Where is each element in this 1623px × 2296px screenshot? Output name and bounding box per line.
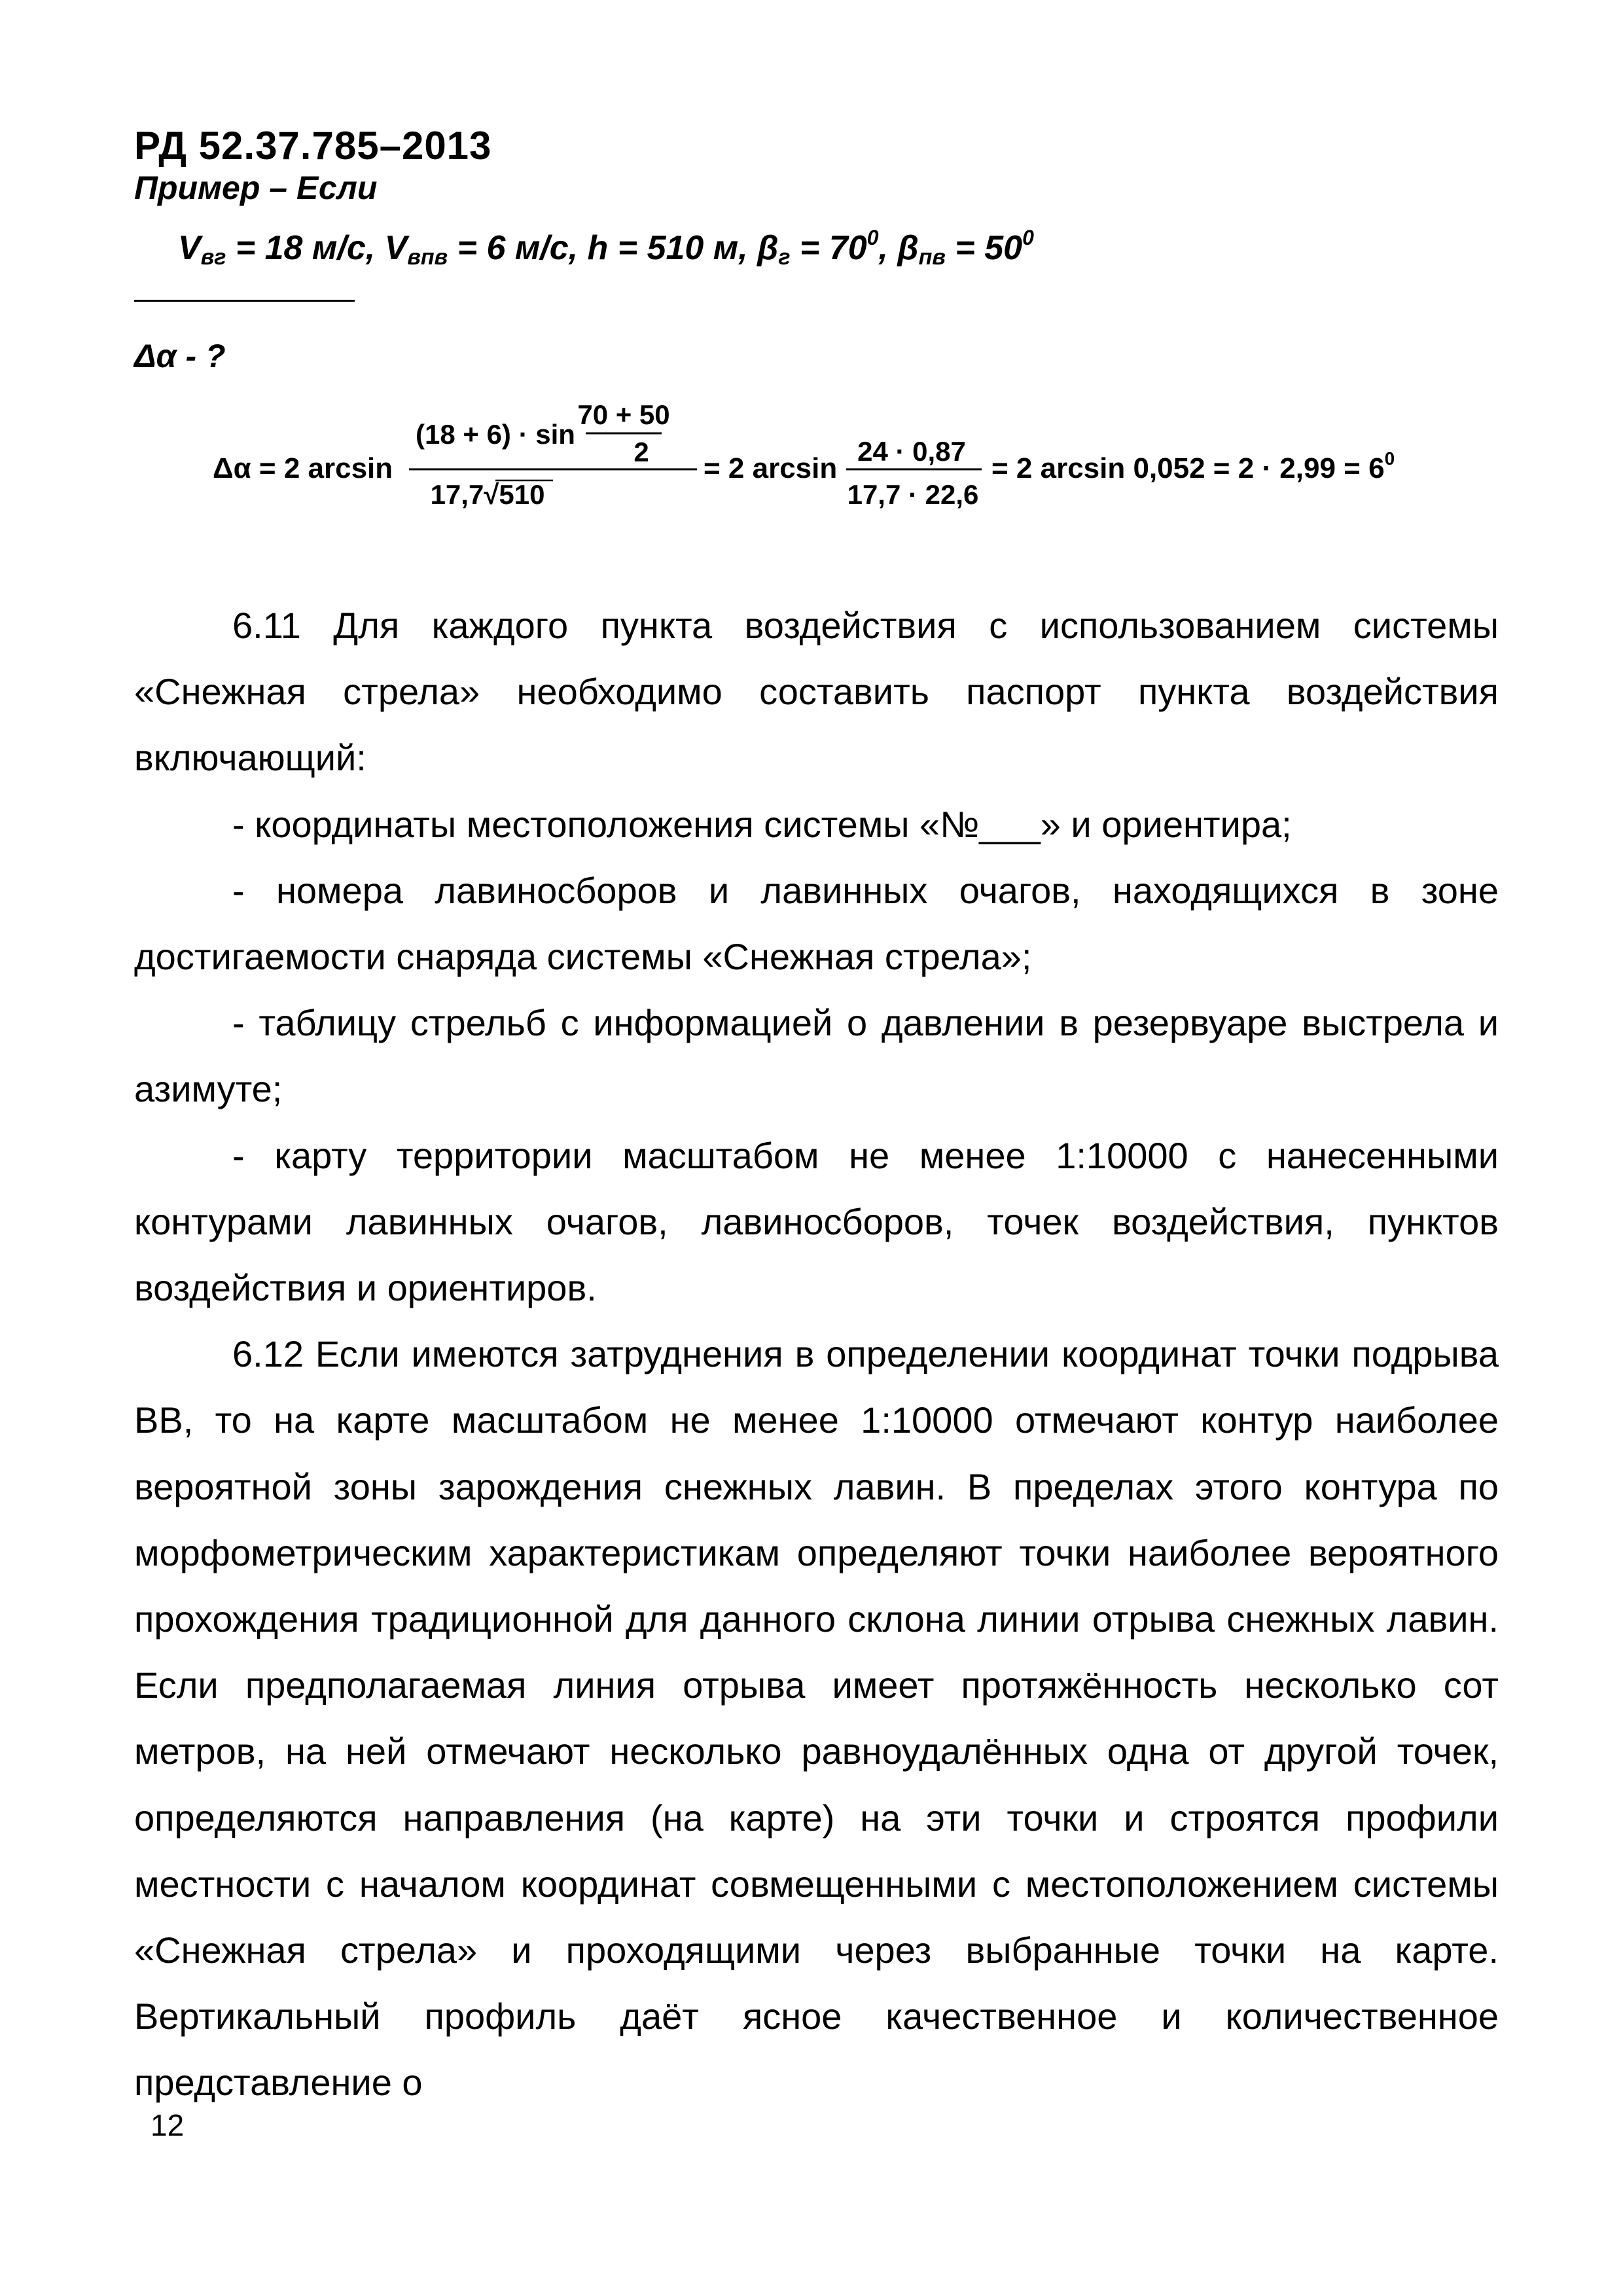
beta1-subscript: г [778,245,791,270]
formula-denominator-2: 17,7 · 22,6 [847,479,979,510]
beta1-degree: 0 [866,226,879,249]
formula-eq3: = 2 arcsin 0,052 = 2 · 2,99 = 6 [991,452,1385,484]
list-item-firing-table: - таблицу стрельб с информацией о давлении в резервуаре выстрела и азимуте; [134,1002,1499,1110]
body-text [134,592,1499,2116]
v1-subscript: вг [200,245,226,270]
list-item-territory-map: - карту территории масштабом не менее 1:10000 с нанесенными контурами лавинных очагов, лавиносборов, точек воздействия, пунктов воздействия и ориентиров. [134,1134,1499,1309]
beta2-degree: 0 [1022,226,1034,249]
given-values [178,226,1034,270]
formula-inner-numerator: 70 + 50 [577,399,670,430]
page-number: 12 [151,2108,185,2142]
beta2-value: = 50 [945,229,1023,267]
v2-value: = 6 м/с, h = 510 м, β [448,229,779,267]
unknown-quantity: Δα - ? [134,338,226,374]
formula-num1-left: (18 + 6) · sin [416,419,575,450]
document-code: РД 52.37.785–2013 [134,124,492,168]
v2-subscript: впв [407,245,448,270]
beta1-value: = 70 [790,229,867,267]
v1-value: = 18 м/с, [226,229,385,267]
beta2-prefix: , β [878,229,919,267]
formula-denominator-1: 17,7√510 [430,479,545,510]
paragraph-6-11: 6.11 Для каждого пункта воздействия с использованием системы «Снежная стрела» необходимо составить паспорт пункта воздействия включающий: [134,605,1499,779]
example-heading: Пример – Если [134,170,378,206]
given-separator-rule [134,300,355,302]
list-item-avalanche-numbers: - номера лавиносборов и лавинных очагов, находящихся в зоне достигаемости снаряда системы «Снежная стрела»; [134,869,1499,978]
v2-symbol: V [384,229,408,267]
formula-inner-denominator: 2 [633,437,649,467]
list-item-coordinates: - координаты местоположения системы «№___» и ориентира; [232,803,1292,845]
v1-symbol: V [178,229,201,267]
formula-numerator-2: 24 · 0,87 [857,436,966,467]
formula-lhs: Δα = 2 arcsin [213,452,393,484]
formula-result [991,448,1395,484]
formula-result-degree: 0 [1384,448,1395,469]
paragraph-6-12: 6.12 Если имеются затруднения в определении координат точки подрыва ВВ, то на карте масштабом не менее 1:10000 отмечают контур наиболее вероятной зоны зарождения снежных лавин. В пределах этого контура по морфометрическим характеристикам определяют точки наиболее вероятного прохождения традиционной для данного склона линии отрыва снежных лавин. Если предполагаемая линия отрыва имеет протяжённость несколько сот метров, на ней отмечают несколько равноудалённых одна от другой точек, определяются направления (на карте) на эти точки и строятся профили местности с началом координат совмещенными с местоположением системы «Снежная стрела» и проходящими через выбранные точки на карте. Вертикальный профиль даёт ясное качественное и количественное представление о [134,1333,1499,2104]
formula-eq2: = 2 arcsin [704,452,838,484]
beta2-subscript: пв [918,245,946,270]
delta-alpha-formula [213,393,1495,524]
